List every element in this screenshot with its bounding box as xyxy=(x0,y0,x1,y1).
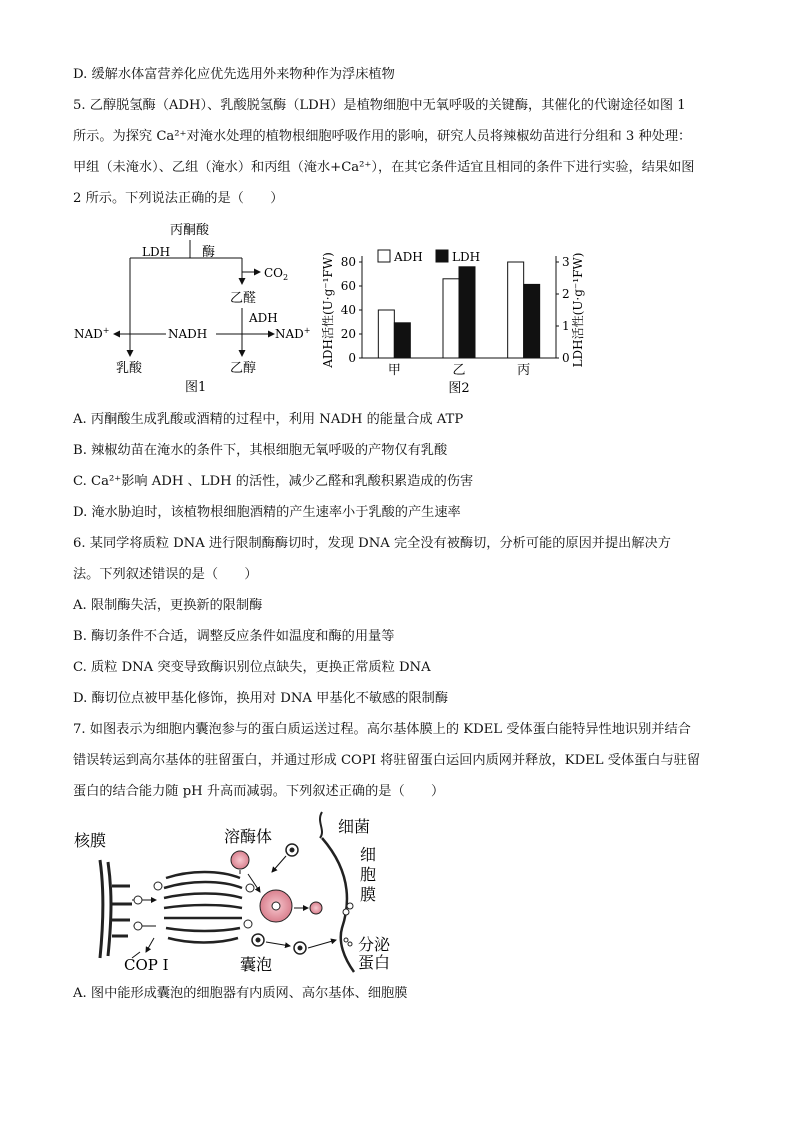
right-axis-label: LDH活性(U·g⁻¹FW) xyxy=(571,252,585,368)
q5-option-a: A. 丙酮酸生成乳酸或酒精的过程中，利用 NADH 的能量合成 ATP xyxy=(73,412,464,427)
category-label: 甲 xyxy=(387,363,401,378)
fig1-nadh: NADH xyxy=(168,327,208,341)
right-tick-label: 0 xyxy=(562,351,570,365)
legend-swatch-adh xyxy=(378,250,390,262)
fig1-acetaldehyde: 乙醛 xyxy=(230,291,257,306)
right-tick-label: 1 xyxy=(562,319,570,333)
category-label: 乙 xyxy=(452,363,466,378)
bar-ldh xyxy=(459,267,475,358)
q6-stem-line-1: 6. 某同学将质粒 DNA 进行限制酶酶切时，发现 DNA 完全没有被酶切，分析可能的原因并提出解决方 xyxy=(73,536,671,551)
legend-label-ldh: LDH xyxy=(452,250,481,264)
bar-adh xyxy=(378,310,394,358)
q7-option-a: A. 图中能形成囊泡的细胞器有内质网、高尔基体、细胞膜 xyxy=(73,986,408,1001)
left-tick-label: 60 xyxy=(340,279,356,293)
q7-stem-line-2: 错误转运到高尔基体的驻留蛋白，并通过形成 COPI 将驻留蛋白运回内质网并释放，KDEL 受体蛋白与驻留 xyxy=(73,753,701,768)
right-tick-label: 3 xyxy=(562,255,570,269)
label-secreted-protein-2: 蛋白 xyxy=(358,953,391,972)
fig1-co2: $CO_2$ xyxy=(264,266,289,282)
figure-2-bar-chart xyxy=(318,234,590,398)
q7-stem-line-1: 7. 如图表示为细胞内囊泡参与的蛋白质运送过程。高尔基体膜上的 KDEL 受体蛋白能特异性地识别并结合 xyxy=(73,722,691,737)
figure-1-pathway xyxy=(70,218,315,398)
category-label: 丙 xyxy=(517,363,531,378)
bar-ldh xyxy=(394,323,410,358)
q6-stem-line-2: 法。下列叙述错误的是（ ） xyxy=(73,567,258,582)
fig2-caption: 图2 xyxy=(448,381,470,396)
q5-option-d: D. 淹水胁迫时，该植物根细胞酒精的产生速率小于乳酸的产生速率 xyxy=(73,505,461,520)
label-vesicle: 囊泡 xyxy=(240,955,273,974)
left-tick-label: 80 xyxy=(340,255,356,269)
label-lysosome: 溶酶体 xyxy=(224,827,273,846)
bar-ldh xyxy=(524,284,540,358)
lysosome xyxy=(231,851,249,869)
left-tick-label: 40 xyxy=(340,303,356,317)
q5-stem-line-4: 2 所示。下列说法正确的是（ ） xyxy=(73,191,284,206)
label-cell-membrane-3: 膜 xyxy=(360,885,377,904)
q6-option-b: B. 酶切条件不合适，调整反应条件如温度和酶的用量等 xyxy=(73,629,395,644)
q7-stem-line-3: 蛋白的结合能力随 pH 升高而减弱。下列叙述正确的是（ ） xyxy=(73,784,445,799)
figure-vesicle-transport xyxy=(70,808,400,976)
q5-stem-line-2: 所示。为探究 Ca²⁺对淹水处理的植物根细胞呼吸作用的影响，研究人员将辣椒幼苗进行分组和 3 种处理： xyxy=(73,129,692,144)
fig1-adh-label: ADH xyxy=(249,311,278,325)
legend-swatch-ldh xyxy=(436,250,448,262)
label-cell-membrane-1: 细 xyxy=(360,845,377,864)
fig1-lactate: 乳酸 xyxy=(116,361,143,376)
fig1-enzyme-label: 酶 xyxy=(202,245,216,260)
q6-option-a: A. 限制酶失活，更换新的限制酶 xyxy=(73,598,263,613)
label-copi: COP I xyxy=(124,956,169,974)
label-bacteria: 细菌 xyxy=(338,817,371,836)
label-cell-membrane-2: 胞 xyxy=(360,865,377,884)
nuclear-membrane-shape xyxy=(100,860,132,958)
q5-stem-line-3: 甲组（未淹水）、乙组（淹水）和丙组（淹水+Ca²⁺），在其它条件适宜且相同的条件下进行实验，结果如图 xyxy=(73,160,695,175)
bar-adh xyxy=(443,279,459,358)
legend-label-adh: ADH xyxy=(394,250,423,264)
q6-option-c: C. 质粒 DNA 突变导致酶识别位点缺失，更换正常质粒 DNA xyxy=(73,660,431,675)
q6-option-d: D. 酶切位点被甲基化修饰，换用对 DNA 甲基化不敏感的限制酶 xyxy=(73,691,449,706)
q4-option-d: D. 缓解水体富营养化应优先选用外来物种作为浮床植物 xyxy=(73,67,395,82)
q5-option-c: C. Ca²⁺影响 ADH 、LDH 的活性，减少乙醛和乳酸积累造成的伤害 xyxy=(73,474,474,489)
fig1-pyruvate: 丙酮酸 xyxy=(170,223,210,238)
q5-stem-line-1: 5. 乙醇脱氢酶（ADH）、乳酸脱氢酶（LDH）是植物细胞中无氧呼吸的关键酶，其催化的代谢途径如图 1 xyxy=(73,98,686,113)
fig1-caption: 图1 xyxy=(185,380,207,395)
fig1-ldh-label: LDH xyxy=(142,245,171,259)
left-tick-label: 20 xyxy=(340,327,356,341)
fig1-ethanol: 乙醇 xyxy=(230,361,257,376)
fig1-nad-left: NAD+ xyxy=(74,326,110,341)
fig1-nad-right: NAD+ xyxy=(275,326,311,341)
right-tick-label: 2 xyxy=(562,287,570,301)
label-secreted-protein-1: 分泌 xyxy=(358,935,391,954)
left-tick-label: 0 xyxy=(348,351,356,365)
golgi-apparatus xyxy=(164,872,242,943)
q5-option-b: B. 辣椒幼苗在淹水的条件下，其根细胞无氧呼吸的产物仅有乳酸 xyxy=(73,443,448,458)
left-axis-label: ADH活性(U·g⁻¹FW) xyxy=(321,252,335,368)
bar-adh xyxy=(508,262,524,358)
label-nuclear-membrane: 核膜 xyxy=(74,831,107,850)
